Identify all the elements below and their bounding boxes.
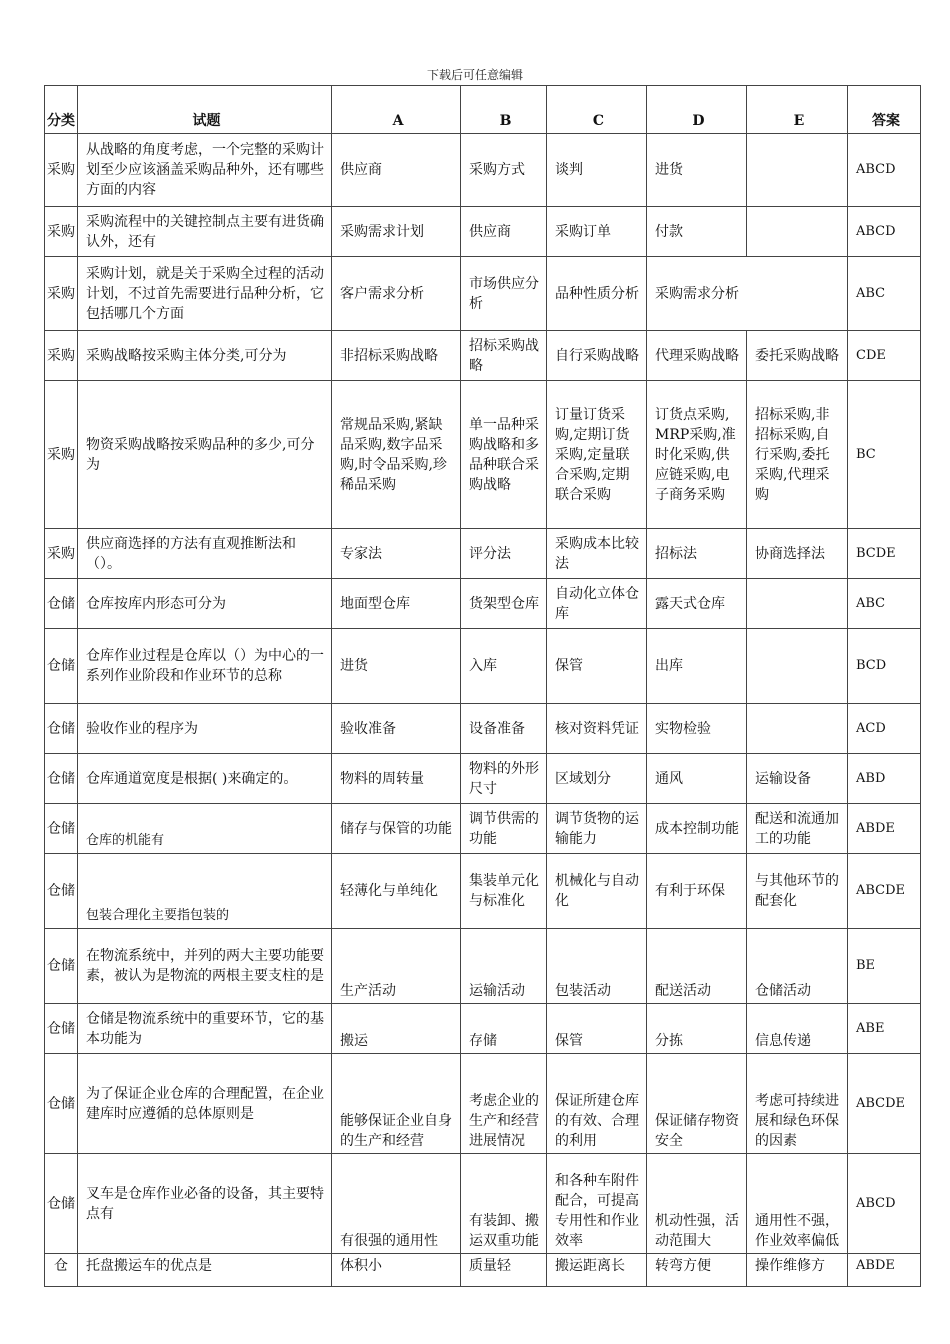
category-cell: 采购 <box>45 207 78 257</box>
table-row <box>45 929 921 1004</box>
category-cell: 仓储 <box>45 754 78 804</box>
col-header-a: A <box>332 86 461 134</box>
option-c-cell: 保管 <box>547 629 647 704</box>
category-cell: 仓储 <box>45 1004 78 1054</box>
answer-cell: ABDE <box>848 1254 921 1287</box>
option-c-cell: 调节货物的运输能力 <box>547 804 647 854</box>
option-a-cell: 专家法 <box>332 529 461 579</box>
answer-cell: BE <box>848 929 921 1004</box>
option-d-cell: 配送活动 <box>647 929 747 1004</box>
category-cell: 仓储 <box>45 579 78 629</box>
option-a-cell: 轻薄化与单纯化 <box>332 854 461 929</box>
option-d-cell: 代理采购战略 <box>647 331 747 381</box>
question-cell: 从战略的角度考虑，一个完整的采购计划至少应该涵盖采购品种外，还有哪些方面的内容 <box>78 134 332 207</box>
option-c-cell: 订量订货采购,定期订货采购,定量联合采购,定期联合采购 <box>547 381 647 529</box>
category-cell: 仓储 <box>45 1154 78 1254</box>
category-cell: 采购 <box>45 331 78 381</box>
category-cell: 仓储 <box>45 854 78 929</box>
table-row <box>45 257 921 331</box>
table-row <box>45 629 921 704</box>
table-row <box>45 754 921 804</box>
option-b-cell: 有装卸、搬运双重功能 <box>461 1154 547 1254</box>
option-a-cell: 有很强的通用性 <box>332 1154 461 1254</box>
option-e-cell <box>747 134 848 207</box>
option-a-cell: 体积小 <box>332 1254 461 1287</box>
answer-cell: ABE <box>848 1004 921 1054</box>
option-d-cell: 实物检验 <box>647 704 747 754</box>
table-row <box>45 1254 921 1287</box>
option-a-cell: 能够保证企业自身的生产和经营 <box>332 1054 461 1154</box>
category-cell: 采购 <box>45 529 78 579</box>
option-b-cell: 质量轻 <box>461 1254 547 1287</box>
option-c-cell: 采购订单 <box>547 207 647 257</box>
option-d-cell: 成本控制功能 <box>647 804 747 854</box>
answer-cell: BCD <box>848 629 921 704</box>
option-b-cell: 运输活动 <box>461 929 547 1004</box>
category-cell: 仓 <box>45 1254 78 1287</box>
question-cell: 采购战略按采购主体分类,可分为 <box>78 331 332 381</box>
option-c-cell: 保管 <box>547 1004 647 1054</box>
option-d-cell: 付款 <box>647 207 747 257</box>
option-b-cell: 调节供需的功能 <box>461 804 547 854</box>
question-cell: 供应商选择的方法有直观推断法和（）。 <box>78 529 332 579</box>
col-header-b: B <box>461 86 547 134</box>
question-cell: 物资采购战略按采购品种的多少,可分为 <box>78 381 332 529</box>
answer-cell: ABCD <box>848 207 921 257</box>
option-a-cell: 验收准备 <box>332 704 461 754</box>
question-cell: 仓储是物流系统中的重要环节，它的基本功能为 <box>78 1004 332 1054</box>
option-a-cell: 生产活动 <box>332 929 461 1004</box>
option-c-cell: 搬运距离长 <box>547 1254 647 1287</box>
option-b-cell: 集装单元化与标准化 <box>461 854 547 929</box>
option-d-cell: 转弯方便 <box>647 1254 747 1287</box>
option-e-cell: 通用性不强，作业效率偏低 <box>747 1154 848 1254</box>
option-b-cell: 评分法 <box>461 529 547 579</box>
option-c-cell: 区域划分 <box>547 754 647 804</box>
option-d-cell: 分拣 <box>647 1004 747 1054</box>
header-row <box>45 86 921 134</box>
question-cell: 仓库按库内形态可分为 <box>78 579 332 629</box>
option-e-cell: 仓储活动 <box>747 929 848 1004</box>
option-c-cell: 自动化立体仓库 <box>547 579 647 629</box>
option-b-cell: 市场供应分析 <box>461 257 547 331</box>
answer-cell: ABCD <box>848 134 921 207</box>
col-header-c: C <box>547 86 647 134</box>
header-note: 下载后可任意编辑 <box>426 68 523 82</box>
option-e-cell: 运输设备 <box>747 754 848 804</box>
option-d-cell: 采购需求分析 <box>647 257 848 331</box>
question-cell: 叉车是仓库作业必备的设备，其主要特点有 <box>78 1154 332 1254</box>
answer-cell: ABC <box>848 257 921 331</box>
option-b-cell: 招标采购战略 <box>461 331 547 381</box>
table-row <box>45 1054 921 1154</box>
table-row <box>45 1004 921 1054</box>
option-b-cell: 采购方式 <box>461 134 547 207</box>
option-d-cell: 露天式仓库 <box>647 579 747 629</box>
option-d-cell: 有利于环保 <box>647 854 747 929</box>
option-d-cell: 通风 <box>647 754 747 804</box>
question-cell: 采购计划，就是关于采购全过程的活动计划，不过首先需要进行品种分析，它包括哪几个方面 <box>78 257 332 331</box>
question-cell: 验收作业的程序为 <box>78 704 332 754</box>
table-row <box>45 381 921 529</box>
answer-cell: ABD <box>848 754 921 804</box>
table-row <box>45 134 921 207</box>
option-b-cell: 考虑企业的生产和经营进展情况 <box>461 1054 547 1154</box>
question-cell: 仓库通道宽度是根据( )来确定的。 <box>78 754 332 804</box>
option-b-cell: 货架型仓库 <box>461 579 547 629</box>
option-d-cell: 保证储存物资安全 <box>647 1054 747 1154</box>
answer-cell: ACD <box>848 704 921 754</box>
option-c-cell: 谈判 <box>547 134 647 207</box>
category-cell: 采购 <box>45 381 78 529</box>
answer-cell: BC <box>848 381 921 529</box>
option-a-cell: 常规品采购,紧缺品采购,数字品采购,时令品采购,珍稀品采购 <box>332 381 461 529</box>
question-cell: 包装合理化主要指包装的 <box>78 854 332 929</box>
option-d-cell: 机动性强，活动范围大 <box>647 1154 747 1254</box>
table-row <box>45 804 921 854</box>
answer-cell: BCDE <box>848 529 921 579</box>
option-d-cell: 出库 <box>647 629 747 704</box>
option-a-cell: 供应商 <box>332 134 461 207</box>
question-table <box>44 85 921 1287</box>
option-a-cell: 采购需求计划 <box>332 207 461 257</box>
option-a-cell: 非招标采购战略 <box>332 331 461 381</box>
question-cell: 托盘搬运车的优点是 <box>78 1254 332 1287</box>
table-row <box>45 704 921 754</box>
option-c-cell: 机械化与自动化 <box>547 854 647 929</box>
question-cell: 仓库的机能有 <box>78 804 332 854</box>
col-header-d: D <box>647 86 747 134</box>
category-cell: 仓储 <box>45 629 78 704</box>
option-e-cell: 委托采购战略 <box>747 331 848 381</box>
answer-cell: ABC <box>848 579 921 629</box>
option-a-cell: 搬运 <box>332 1004 461 1054</box>
option-e-cell: 考虑可持续进展和绿色环保的因素 <box>747 1054 848 1154</box>
option-c-cell: 和各种车附件配合，可提高专用性和作业效率 <box>547 1154 647 1254</box>
option-a-cell: 客户需求分析 <box>332 257 461 331</box>
question-cell: 采购流程中的关键控制点主要有进货确认外，还有 <box>78 207 332 257</box>
option-b-cell: 供应商 <box>461 207 547 257</box>
category-cell: 仓储 <box>45 1054 78 1154</box>
option-b-cell: 设备准备 <box>461 704 547 754</box>
option-d-cell: 进货 <box>647 134 747 207</box>
option-c-cell: 品种性质分析 <box>547 257 647 331</box>
col-header-answer: 答案 <box>848 86 921 134</box>
option-e-cell <box>747 629 848 704</box>
option-e-cell: 协商选择法 <box>747 529 848 579</box>
answer-cell: ABDE <box>848 804 921 854</box>
option-e-cell <box>747 579 848 629</box>
option-e-cell <box>747 207 848 257</box>
answer-cell: ABCD <box>848 1154 921 1254</box>
option-e-cell: 配送和流通加工的功能 <box>747 804 848 854</box>
option-e-cell: 与其他环节的配套化 <box>747 854 848 929</box>
col-header-category: 分类 <box>45 86 78 134</box>
category-cell: 采购 <box>45 134 78 207</box>
option-a-cell: 储存与保管的功能 <box>332 804 461 854</box>
option-a-cell: 地面型仓库 <box>332 579 461 629</box>
option-d-cell: 招标法 <box>647 529 747 579</box>
option-d-cell: 订货点采购,MRP采购,准时化采购,供应链采购,电子商务采购 <box>647 381 747 529</box>
question-cell: 为了保证企业仓库的合理配置，在企业建库时应遵循的总体原则是 <box>78 1054 332 1154</box>
option-b-cell: 单一品种采购战略和多品种联合采购战略 <box>461 381 547 529</box>
option-e-cell: 操作维修方 <box>747 1254 848 1287</box>
option-c-cell: 核对资料凭证 <box>547 704 647 754</box>
option-e-cell: 信息传递 <box>747 1004 848 1054</box>
option-e-cell <box>747 704 848 754</box>
answer-cell: ABCDE <box>848 1054 921 1154</box>
answer-cell: CDE <box>848 331 921 381</box>
option-b-cell: 存储 <box>461 1004 547 1054</box>
option-b-cell: 入库 <box>461 629 547 704</box>
question-cell: 在物流系统中，并列的两大主要功能要素，被认为是物流的两根主要支柱的是 <box>78 929 332 1004</box>
category-cell: 仓储 <box>45 804 78 854</box>
col-header-e: E <box>747 86 848 134</box>
option-b-cell: 物料的外形尺寸 <box>461 754 547 804</box>
table-row <box>45 207 921 257</box>
option-a-cell: 进货 <box>332 629 461 704</box>
question-cell: 仓库作业过程是仓库以（）为中心的一系列作业阶段和作业环节的总称 <box>78 629 332 704</box>
category-cell: 仓储 <box>45 704 78 754</box>
table-row <box>45 1154 921 1254</box>
option-a-cell: 物料的周转量 <box>332 754 461 804</box>
option-c-cell: 采购成本比较法 <box>547 529 647 579</box>
category-cell: 仓储 <box>45 929 78 1004</box>
category-cell: 采购 <box>45 257 78 331</box>
col-header-question: 试题 <box>78 86 332 134</box>
option-c-cell: 自行采购战略 <box>547 331 647 381</box>
table-row <box>45 529 921 579</box>
option-c-cell: 保证所建仓库的有效、合理的利用 <box>547 1054 647 1154</box>
table-row <box>45 579 921 629</box>
option-e-cell: 招标采购,非招标采购,自行采购,委托采购,代理采购 <box>747 381 848 529</box>
answer-cell: ABCDE <box>848 854 921 929</box>
option-c-cell: 包装活动 <box>547 929 647 1004</box>
table-row <box>45 854 921 929</box>
table-row <box>45 331 921 381</box>
